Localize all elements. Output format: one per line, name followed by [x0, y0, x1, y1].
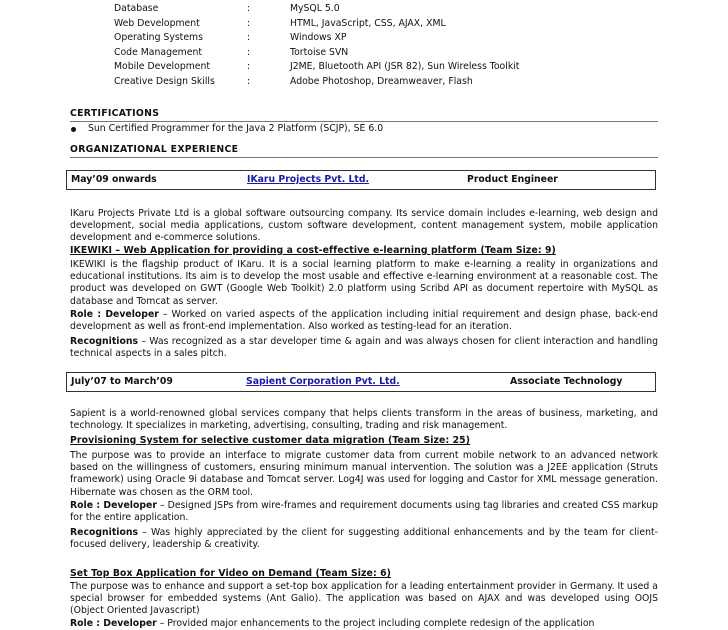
company-link[interactable]: Sapient Corporation Pvt. Ltd. [246, 376, 400, 387]
bullet-icon [71, 127, 76, 132]
skill-value: J2ME, Bluetooth API (JSR 82), Sun Wireless Toolkit [290, 61, 520, 73]
job-date: July’07 to March’09 [71, 376, 173, 387]
skill-label: Operating Systems [114, 32, 203, 44]
job-title: Associate Technology [510, 376, 623, 387]
skill-value: MySQL 5.0 [290, 3, 340, 14]
skill-value: Windows XP [290, 32, 347, 44]
company-description: IKaru Projects Private Ltd is a global software outsourcing company. Its service domain includes e-learning, web design and development, social media applications, custom software development, content management system, mobile application development and e-commerce solutions. [70, 208, 658, 244]
job-header-box [66, 170, 656, 190]
skill-separator: : [247, 61, 251, 73]
skill-label: Mobile Development [114, 61, 211, 73]
role-label: Role : Developer [70, 309, 159, 320]
role-text: – Worked on varied aspects of the application including initial requirement and design phase, back-end development as well as front-end implementation. Also worked as testing-lead for an iteration. [70, 309, 658, 333]
certifications-heading: CERTIFICATIONS [70, 108, 160, 119]
skill-value: Tortoise SVN [290, 46, 349, 58]
skill-separator: : [247, 17, 251, 29]
recognitions-label: Recognitions [70, 527, 138, 538]
project-title: Set Top Box Application for Video on Demand (Team Size: 6) [70, 568, 392, 579]
project-title: IKEWIKI – Web Application for providing a cost-effective e-learning platform (Team Size: 9) [70, 245, 556, 256]
skill-separator: : [247, 32, 251, 44]
skill-value: Adobe Photoshop, Dreamweaver, Flash [290, 75, 473, 87]
skill-label: Creative Design Skills [114, 75, 215, 87]
role-label: Role : Developer [70, 618, 157, 629]
recognitions-paragraph [70, 336, 658, 360]
role-label: Role : Developer [70, 500, 157, 511]
certification-text: Sun Certified Programmer for the Java 2 Platform (SCJP), SE 6.0 [88, 123, 384, 134]
skill-separator: : [247, 3, 251, 14]
role-text: – Provided major enhancements to the project including complete redesign of the application [156, 618, 595, 629]
role-paragraph [70, 618, 658, 630]
project-description: IKEWIKI is the flagship product of IKaru. It is a social learning platform to make e-learning a reality in organizations and educational institutions. Its aim is to develop the most usable and effective e-learning environment at a reasonable cost. The product was developed on GWT (Google Web Toolkit) 2.0 platform using Scribd API as document repertoire with MySQL as database and Tomcat as server. [70, 259, 658, 307]
skill-label: Code Management [114, 46, 202, 58]
skill-separator: : [247, 46, 251, 58]
role-paragraph [70, 500, 658, 524]
company-link[interactable]: IKaru Projects Pvt. Ltd. [247, 174, 370, 185]
section-divider [70, 157, 658, 158]
skill-value: HTML, JavaScript, CSS, AJAX, XML [290, 17, 446, 29]
project-description: The purpose was to provide an interface to migrate customer data from current mobile network to an advanced network based on the willingness of customers, ensuring minimum manual intervention. The solution was a J2EE application (Struts framework) using Oracle 9i database and Tomcat server. Log4J was used for logging and Castor for XML message generation. Hibernate was chosen as the ORM tool. [70, 450, 658, 498]
recognitions-paragraph [70, 527, 658, 551]
experience-heading: ORGANIZATIONAL EXPERIENCE [70, 144, 239, 155]
role-text: – Designed JSPs from wire-frames and requirement documents using tag libraries and created CSS markup for the entire application. [70, 500, 658, 524]
job-date: May’09 onwards [71, 174, 157, 185]
recognitions-text: – Was recognized as a star developer time & again and was always chosen for client interaction and handling technical aspects in a sales pitch. [70, 336, 658, 360]
skill-label: Web Development [114, 17, 200, 29]
role-paragraph [70, 309, 658, 333]
skill-separator: : [247, 75, 251, 87]
job-header-box [66, 372, 656, 392]
recognitions-text: – Was highly appreciated by the client for suggesting additional enhancements and by the team for client-focused delivery, leadership & creativity. [70, 527, 658, 551]
recognitions-label: Recognitions [70, 336, 138, 347]
section-divider [70, 121, 658, 122]
company-description: Sapient is a world-renowned global services company that helps clients transform in the areas of business, marketing, and technology. It specializes in marketing, advertising, consulting, trading and risk management. [70, 408, 658, 432]
project-title: Provisioning System for selective customer data migration (Team Size: 25) [70, 435, 471, 446]
job-title: Product Engineer [467, 174, 558, 185]
project-description: The purpose was to enhance and support a set-top box application for a leading entertainment provider in Germany. It used a special browser for embedded systems (Ant Galio). The application was based on AJAX and was developed using OOJS (Object Oriented Javascript) [70, 581, 658, 617]
skill-label: Database [114, 3, 159, 14]
